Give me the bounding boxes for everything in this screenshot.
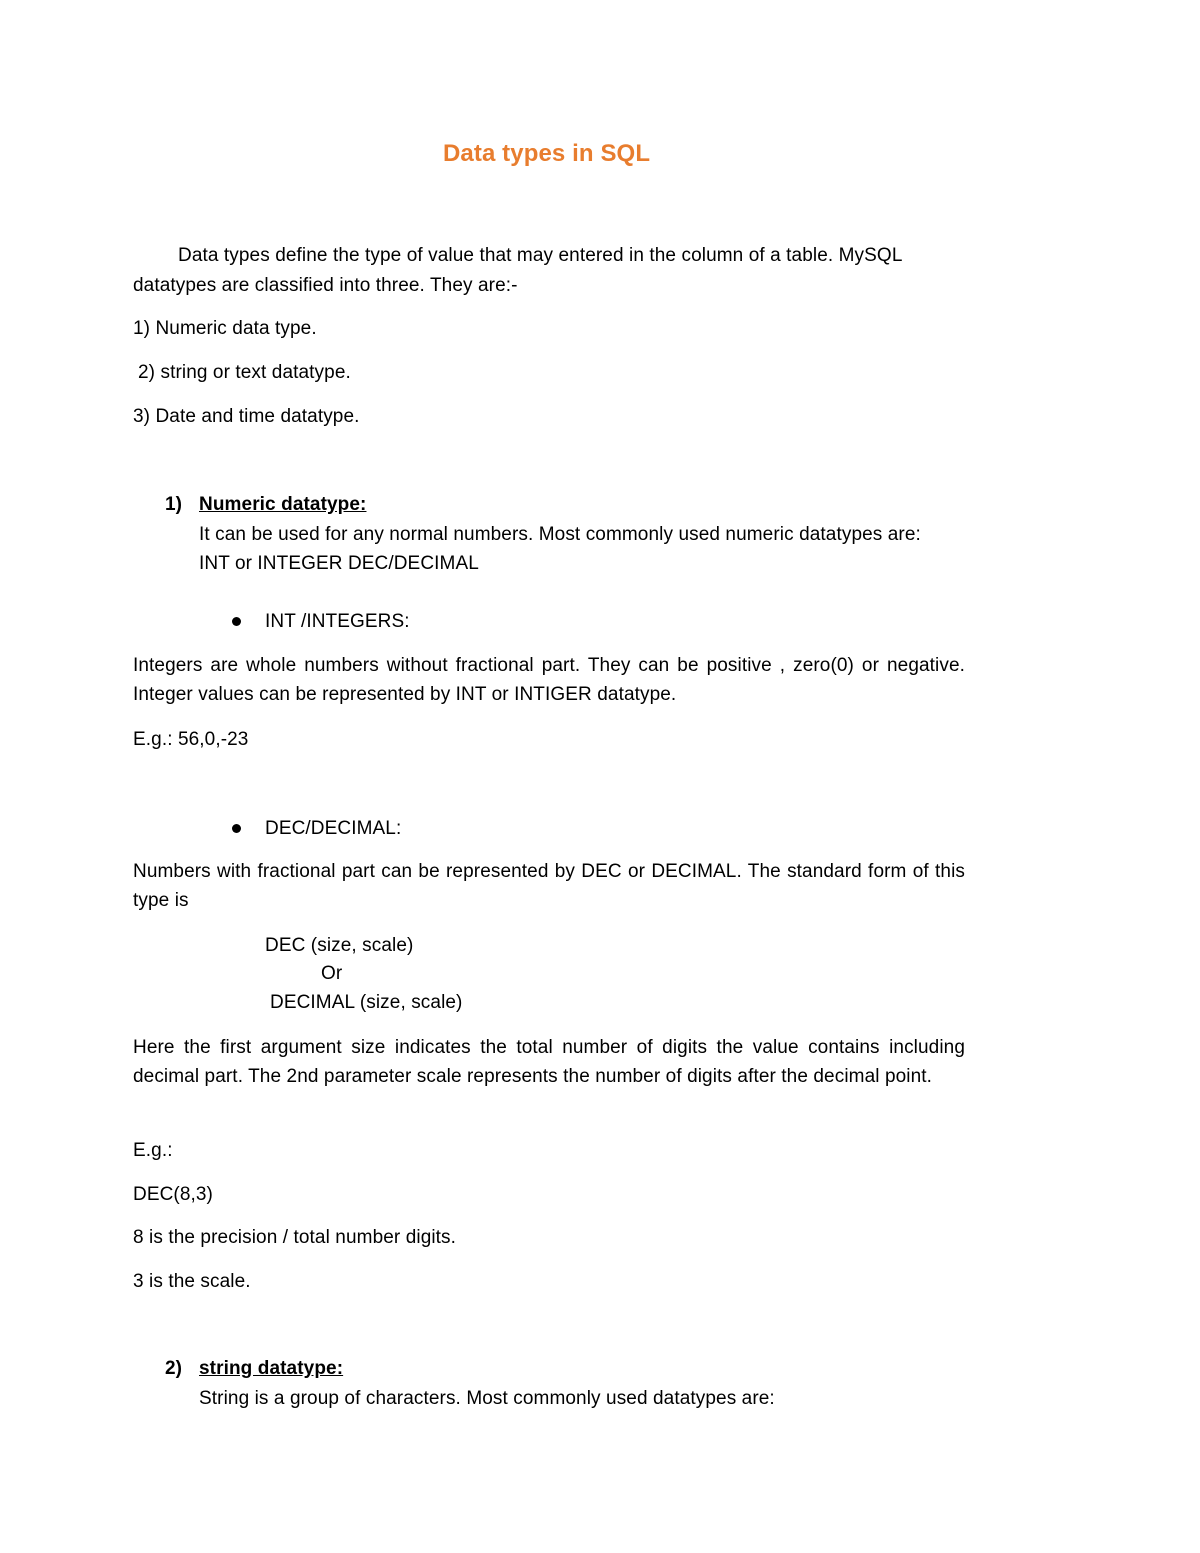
dec-form-or: Or	[321, 963, 343, 984]
dec-scale-note: 3 is the scale.	[133, 1271, 251, 1292]
intro-list-item-numeric: 1) Numeric data type.	[133, 318, 317, 339]
dec-label: DEC/DECIMAL:	[265, 818, 402, 839]
string-section-number: 2)	[165, 1358, 183, 1379]
intro-paragraph-line-2: datatypes are classified into three. They are:-	[133, 275, 518, 296]
dec-paragraph: Numbers with fractional part can be represented by DEC or DECIMAL. The standard form of this type is	[133, 861, 965, 911]
string-section-heading: string datatype:	[199, 1358, 344, 1379]
bullet-icon	[232, 617, 241, 626]
intro-list-item-string: 2) string or text datatype.	[138, 362, 351, 383]
int-example: E.g.: 56,0,-23	[133, 729, 249, 750]
page-title: Data types in SQL	[443, 140, 651, 167]
string-description: String is a group of characters. Most commonly used datatypes are:	[199, 1388, 775, 1409]
int-paragraph: Integers are whole numbers without fractional part. They can be positive , zero(0) or negative. Integer values can be represented by INT or INTIGER datatype.	[133, 655, 965, 705]
bullet-icon	[232, 824, 241, 833]
int-label: INT /INTEGERS:	[265, 611, 410, 632]
intro-paragraph-line-1: Data types define the type of value that may entered in the column of a table. MySQL	[178, 245, 903, 266]
numeric-section-number: 1)	[165, 494, 183, 515]
dec-example-label: E.g.:	[133, 1140, 173, 1161]
dec-example-value: DEC(8,3)	[133, 1184, 213, 1205]
numeric-section-heading: Numeric datatype:	[199, 494, 367, 515]
numeric-description: It can be used for any normal numbers. Most commonly used numeric datatypes are:	[199, 524, 921, 545]
intro-list-item-datetime: 3) Date and time datatype.	[133, 406, 360, 427]
dec-precision-note: 8 is the precision / total number digits.	[133, 1227, 457, 1248]
dec-form-line-1: DEC (size, scale)	[265, 935, 414, 956]
dec-explanation: Here the first argument size indicates the total number of digits the value contains including decimal part. The 2nd parameter scale represents the number of digits after the decimal point.	[133, 1037, 965, 1087]
numeric-types-line: INT or INTEGER DEC/DECIMAL	[199, 553, 479, 574]
dec-form-line-2: DECIMAL (size, scale)	[270, 992, 463, 1013]
